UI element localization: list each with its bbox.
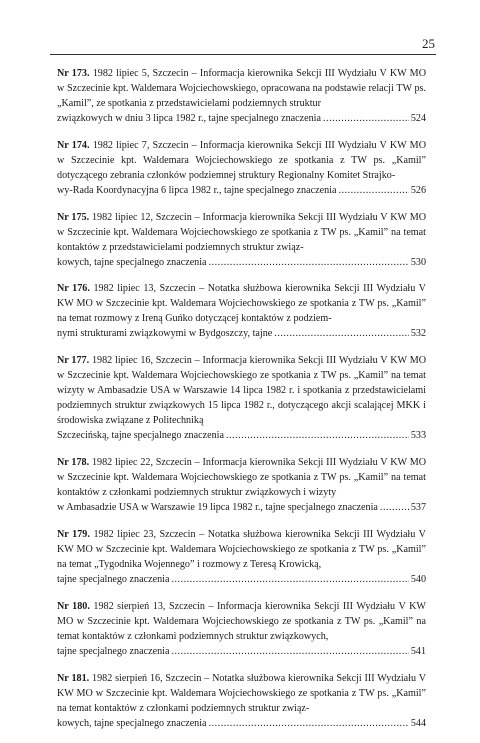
entry-last-line	[57, 716, 426, 731]
entry-number: Nr 173.	[57, 68, 90, 79]
dot-leader	[323, 111, 409, 126]
entry-text: 1982 lipiec 13, Szczecin – Notatka służbowa kierownika Sekcji III Wydziału V KW MO w Szczecinie kpt. Waldemara Wojciechowskiego ze spotkania z TW ps. „Kamil” na temat rozmowy z Ireną Guńko dotyczącej kontaktów z podziem-	[57, 283, 426, 324]
entry-last-line	[57, 572, 426, 587]
entry-number: Nr 180.	[57, 601, 90, 612]
table-of-contents	[57, 66, 426, 743]
entry-last-line	[57, 500, 426, 515]
dot-leader	[171, 644, 408, 659]
entry-page: 524	[410, 113, 426, 124]
entry-176[interactable]	[57, 281, 426, 341]
entry-text: 1982 lipiec 5, Szczecin – Informacja kierownika Sekcji III Wydziału V KW MO w Szczecinie kpt. Waldemara Wojciechowskiego, opracowana na podstawie relacji TW ps. „Kamil”, ze spotkania z przedstawicielami podziemnych struktur	[57, 68, 427, 109]
entry-page: 530	[410, 257, 426, 268]
entry-number: Nr 181.	[57, 673, 90, 684]
entry-text: 1982 lipiec 22, Szczecin – Informacja kierownika Sekcji III Wydziału V KW MO w Szczecinie kpt. Waldemara Wojciechowskiego ze spotkania z TW ps. „Kamil” na temat kontaktów z członkami podziemnych struktur związkowych i wizyty	[57, 457, 427, 498]
entry-180[interactable]	[57, 599, 426, 659]
entry-page: 540	[410, 574, 426, 585]
entry-178[interactable]	[57, 455, 426, 515]
entry-page: 532	[410, 328, 426, 339]
entry-page: 544	[410, 718, 426, 729]
entry-last-line	[57, 326, 426, 341]
entry-text-end: w Ambasadzie USA w Warszawie 19 lipca 1982 r., tajne specjalnego znaczenia	[57, 502, 378, 513]
entry-text-end: nymi strukturami związkowymi w Bydgoszczy, tajne	[57, 328, 273, 339]
entry-last-line	[57, 111, 426, 126]
dot-leader	[171, 572, 408, 587]
dot-leader	[274, 326, 409, 341]
dot-leader	[380, 500, 409, 515]
dot-leader	[226, 428, 409, 443]
entry-174[interactable]	[57, 138, 426, 198]
entry-text: 1982 sierpień 13, Szczecin – Informacja kierownika Sekcji III Wydziału V KW MO w Szczecinie kpt. Waldemara Wojciechowskiego ze spotkania z TW ps. „Kamil” na temat kontaktów z członkami podziemnych struktur związkowych,	[57, 601, 426, 642]
entry-text: 1982 lipiec 23, Szczecin – Notatka służbowa kierownika Sekcji III Wydziału V KW MO w Szczecinie kpt. Waldemara Wojciechowskiego ze spotkania z TW ps. „Kamil” na temat „Tygodnika Wojennego” i rozmowy z Teresą Krowicką,	[57, 529, 426, 570]
entry-173[interactable]	[57, 66, 426, 126]
entry-text-end: wy-Rada Koordynacyjna 6 lipca 1982 r., tajne specjalnego znaczenia	[57, 185, 337, 196]
entry-text-end: kowych, tajne specjalnego znaczenia	[57, 257, 207, 268]
header-rule	[50, 54, 436, 55]
entry-177[interactable]	[57, 353, 426, 443]
entry-text: 1982 lipiec 7, Szczecin – Informacja kierownika Sekcji III Wydziału V KW MO w Szczecinie kpt. Waldemara Wojciechowskiego ze spotkania z TW ps. „Kamil” dotyczącego zebrania członków podziemnej struktury Regionalny Komitet Strajko-	[57, 140, 427, 181]
page-number: 25	[422, 36, 435, 51]
entry-last-line	[57, 428, 426, 443]
entry-last-line	[57, 644, 426, 659]
entry-text-end: Szczecińską, tajne specjalnego znaczenia	[57, 430, 224, 441]
dot-leader	[338, 183, 408, 198]
entry-text-end: tajne specjalnego znaczenia	[57, 646, 170, 657]
entry-last-line	[57, 183, 426, 198]
entry-179[interactable]	[57, 527, 426, 587]
dot-leader	[209, 255, 409, 270]
entry-number: Nr 177.	[57, 355, 90, 366]
entry-number: Nr 175.	[57, 212, 90, 223]
entry-text: 1982 lipiec 16, Szczecin – Informacja kierownika Sekcji III Wydziału V KW MO w Szczecinie kpt. Waldemara Wojciechowskiego ze spotkania z TW ps. „Kamil” na temat wizyty w Ambasadzie USA w Warszawie 14 lipca 1982 r. i spotkania z przedstawicielami podziemnych struktur związkowych 15 lipca 1982 r., dotyczącego akcji scalającej MKK i środowiska związane z Politechniką	[57, 355, 427, 426]
entry-number: Nr 179.	[57, 529, 90, 540]
entry-number: Nr 176.	[57, 283, 90, 294]
entry-last-line	[57, 255, 426, 270]
entry-text-end: tajne specjalnego znaczenia	[57, 574, 170, 585]
entry-number: Nr 174.	[57, 140, 90, 151]
entry-text-end: kowych, tajne specjalnego znaczenia	[57, 718, 207, 729]
entry-text: 1982 lipiec 12, Szczecin – Informacja kierownika Sekcji III Wydziału V KW MO w Szczecinie kpt. Waldemara Wojciechowskiego ze spotkania z TW ps. „Kamil” na temat kontaktów z przedstawicielami podziemnych struktur związ-	[57, 212, 427, 253]
entry-number: Nr 178.	[57, 457, 90, 468]
entry-text: 1982 sierpień 16, Szczecin – Notatka służbowa kierownika Sekcji III Wydziału V KW MO w Szczecinie kpt. Waldemara Wojciechowskiego ze spotkania z TW ps. „Kamil” na temat kontaktów z członkami podziemnych struktur związ-	[57, 673, 427, 714]
entry-page: 526	[410, 185, 426, 196]
entry-text-end: związkowych w dniu 3 lipca 1982 r., tajne specjalnego znaczenia	[57, 113, 321, 124]
entry-181[interactable]	[57, 671, 426, 731]
entry-175[interactable]	[57, 210, 426, 270]
dot-leader	[209, 716, 409, 731]
entry-page: 541	[410, 646, 426, 657]
entry-page: 533	[410, 430, 426, 441]
entry-page: 537	[410, 502, 426, 513]
